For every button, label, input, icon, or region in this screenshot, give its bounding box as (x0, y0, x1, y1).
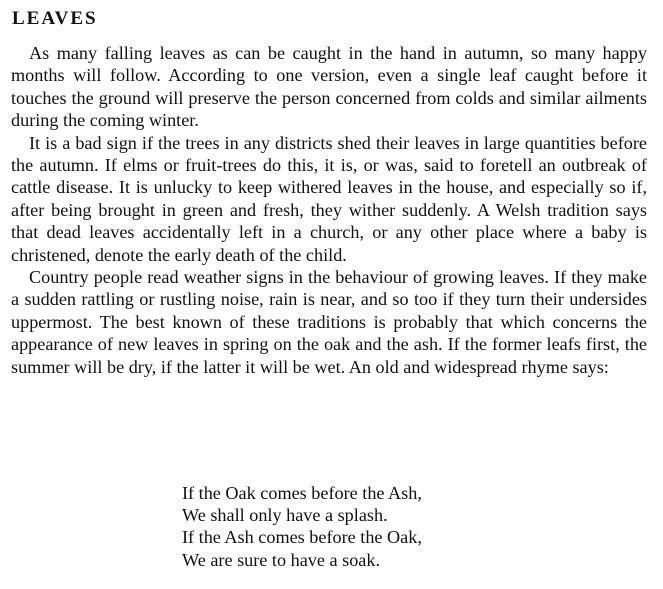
verse-line: We are sure to have a soak. (182, 549, 381, 570)
body-text (11, 42, 647, 378)
section-heading: LEAVES (12, 8, 98, 29)
verse-line: We shall only have a splash. (182, 505, 388, 526)
paragraph-1: As many falling leaves as can be caught in the hand in autumn, so many happy months will follow. According to one version, even a single leaf caught before it touches the ground will preserve the person concerned from colds and similar ailments during the coming winter. (11, 43, 647, 131)
paragraph-2: It is a bad sign if the trees in any districts shed their leaves in large quantities before the autumn. If elms or fruit-trees do this, it is, or was, said to foretell an outbreak of cattle disease. It is unlucky to keep withered leaves in the house, and especially so if, after being brought in green and fresh, they wither suddenly. A Welsh tradition says that dead leaves accidentally left in a church, or any other place where a baby is christened, denote the early death of the child. (11, 132, 647, 265)
verse-line: If the Ash comes before the Oak, (182, 527, 422, 548)
rhyme-verse (182, 482, 422, 571)
verse-line: If the Oak comes before the Ash, (182, 483, 422, 503)
paragraph-3: Country people read weather signs in the behaviour of growing leaves. If they make a sudden rattling or rustling noise, rain is near, and so too if they turn their undersides uppermost. The best known of these traditions is probably that which concerns the appearance of new leaves in spring on the oak and the ash. If the former leafs first, the summer will be dry, if the latter it will be wet. An old and widespread rhyme says: (11, 267, 647, 377)
